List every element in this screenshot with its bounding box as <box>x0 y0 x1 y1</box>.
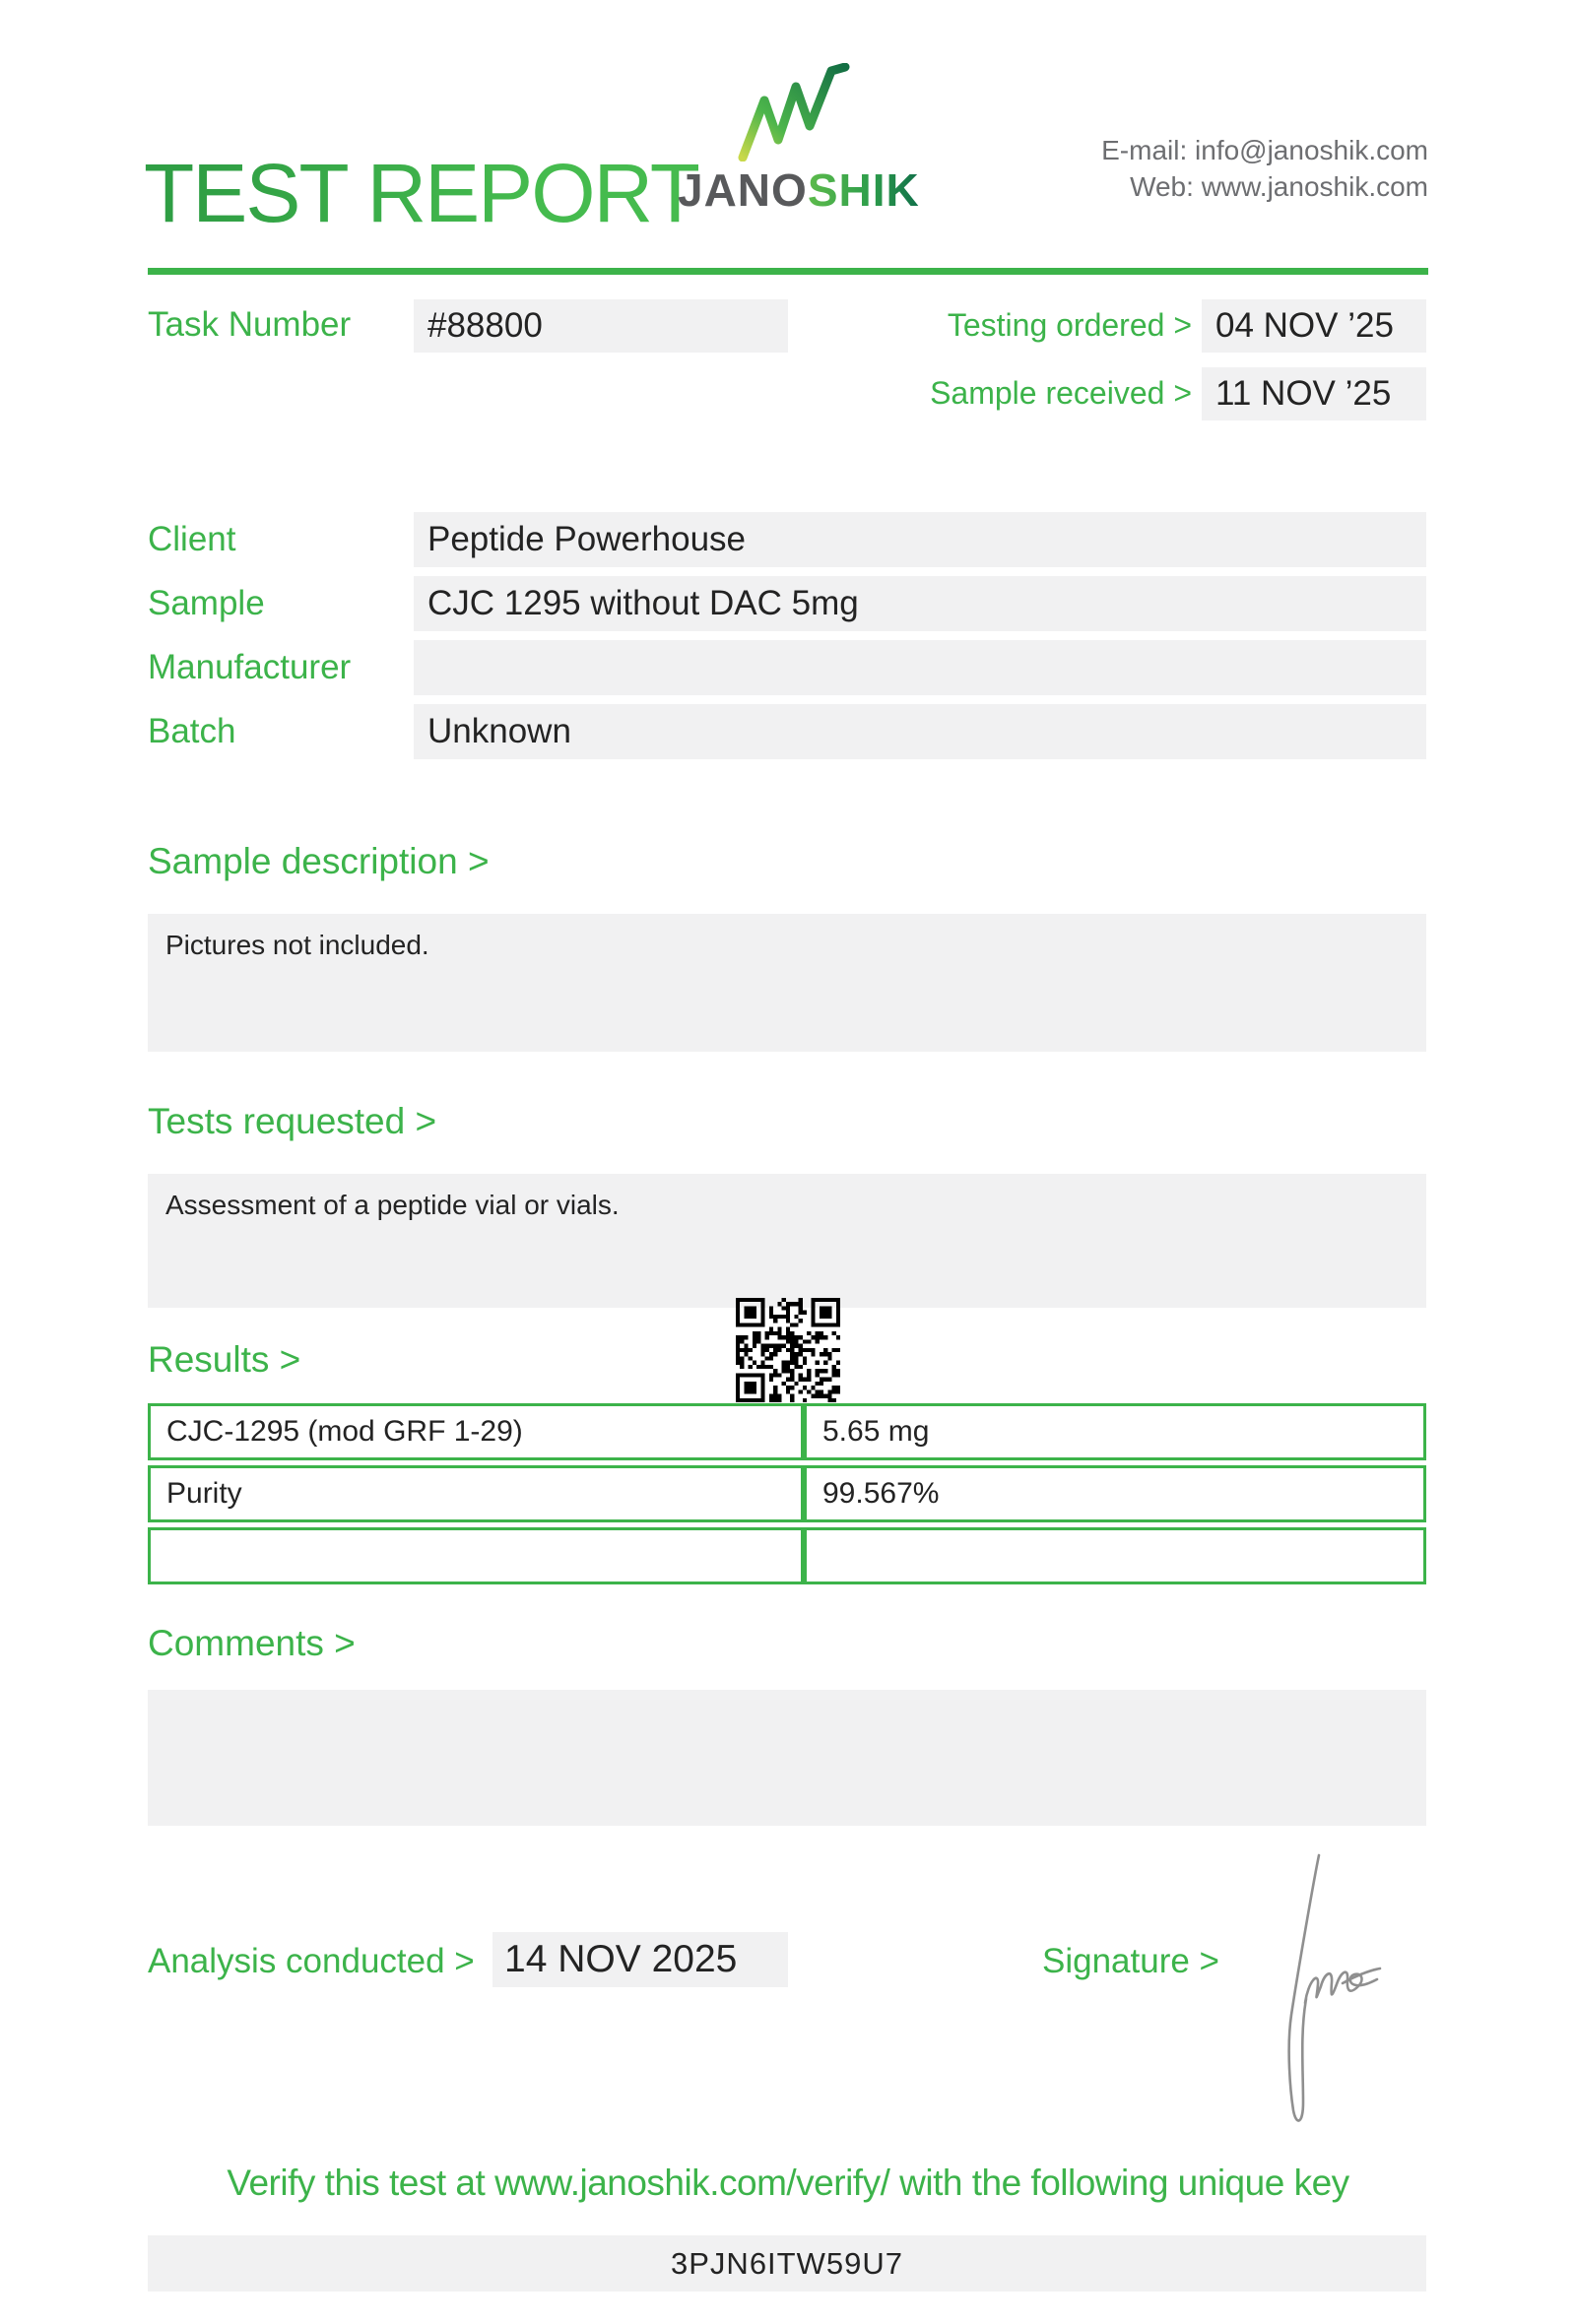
client-value: Peptide Powerhouse <box>427 520 746 558</box>
testing-ordered-field <box>1202 299 1426 353</box>
comments-heading: Comments > <box>148 1623 356 1663</box>
logo-text-shik: SHIK <box>807 164 920 216</box>
manufacturer-field <box>414 640 1426 695</box>
tests-requested-text: Assessment of a peptide vial or vials. <box>165 1190 620 1220</box>
contact-web: Web: www.janoshik.com <box>1130 171 1428 202</box>
batch-field <box>414 704 1426 759</box>
comments-text <box>148 1690 1426 1706</box>
table-row <box>148 1403 1426 1460</box>
table-row <box>148 1527 1426 1584</box>
verify-key: 3PJN6ITW59U7 <box>671 2246 903 2281</box>
tests-requested-heading: Tests requested > <box>148 1101 437 1141</box>
sample-label: Sample <box>148 584 265 622</box>
verify-key-box <box>148 2235 1426 2292</box>
sample-description-box <box>148 914 1426 1052</box>
comments-box <box>148 1690 1426 1826</box>
growth-chart-icon <box>735 63 857 161</box>
batch-value: Unknown <box>427 712 571 750</box>
task-number-value: #88800 <box>427 306 543 345</box>
logo-wordmark <box>678 163 920 217</box>
sample-received-value: 11 NOV ’25 <box>1215 374 1392 413</box>
sample-value: CJC 1295 without DAC 5mg <box>427 584 859 622</box>
sample-description-heading: Sample description > <box>148 841 490 881</box>
results-table <box>148 1398 1426 1589</box>
testing-ordered-value: 04 NOV ’25 <box>1215 306 1394 345</box>
verify-instructions: Verify this test at www.janoshik.com/verify/ with the following unique key <box>227 2163 1349 2203</box>
client-field <box>414 512 1426 567</box>
sample-received-field <box>1202 367 1426 420</box>
logo-text-jano: JANO <box>678 164 808 216</box>
result-name-cell: Purity <box>148 1465 804 1522</box>
testing-ordered-label: Testing ordered > <box>947 307 1192 343</box>
result-value-cell <box>804 1527 1426 1584</box>
table-row <box>148 1465 1426 1522</box>
contact-info <box>1101 132 1428 205</box>
batch-label: Batch <box>148 712 236 750</box>
result-name-cell: CJC-1295 (mod GRF 1-29) <box>148 1403 804 1460</box>
tests-requested-box <box>148 1174 1426 1308</box>
janoshik-logo <box>678 63 920 217</box>
manufacturer-label: Manufacturer <box>148 648 352 686</box>
results-heading: Results > <box>148 1339 301 1380</box>
contact-email: E-mail: info@janoshik.com <box>1101 135 1428 165</box>
qr-code <box>736 1298 840 1402</box>
analysis-conducted-value: 14 NOV 2025 <box>504 1938 738 1980</box>
signature-scribble <box>1261 1834 1389 2129</box>
task-number-label: Task Number <box>148 305 352 344</box>
result-value-cell: 5.65 mg <box>804 1403 1426 1460</box>
analysis-conducted-label: Analysis conducted > <box>148 1942 475 1980</box>
signature-label: Signature > <box>1042 1942 1219 1980</box>
result-name-cell <box>148 1527 804 1584</box>
sample-description-text: Pictures not included. <box>165 930 429 960</box>
header-divider <box>148 268 1428 275</box>
client-label: Client <box>148 520 236 558</box>
sample-field <box>414 576 1426 631</box>
sample-received-label: Sample received > <box>930 375 1192 411</box>
result-value-cell: 99.567% <box>804 1465 1426 1522</box>
analysis-conducted-field <box>492 1932 788 1987</box>
page-title: TEST REPORT <box>144 147 699 239</box>
task-number-field <box>414 299 788 353</box>
